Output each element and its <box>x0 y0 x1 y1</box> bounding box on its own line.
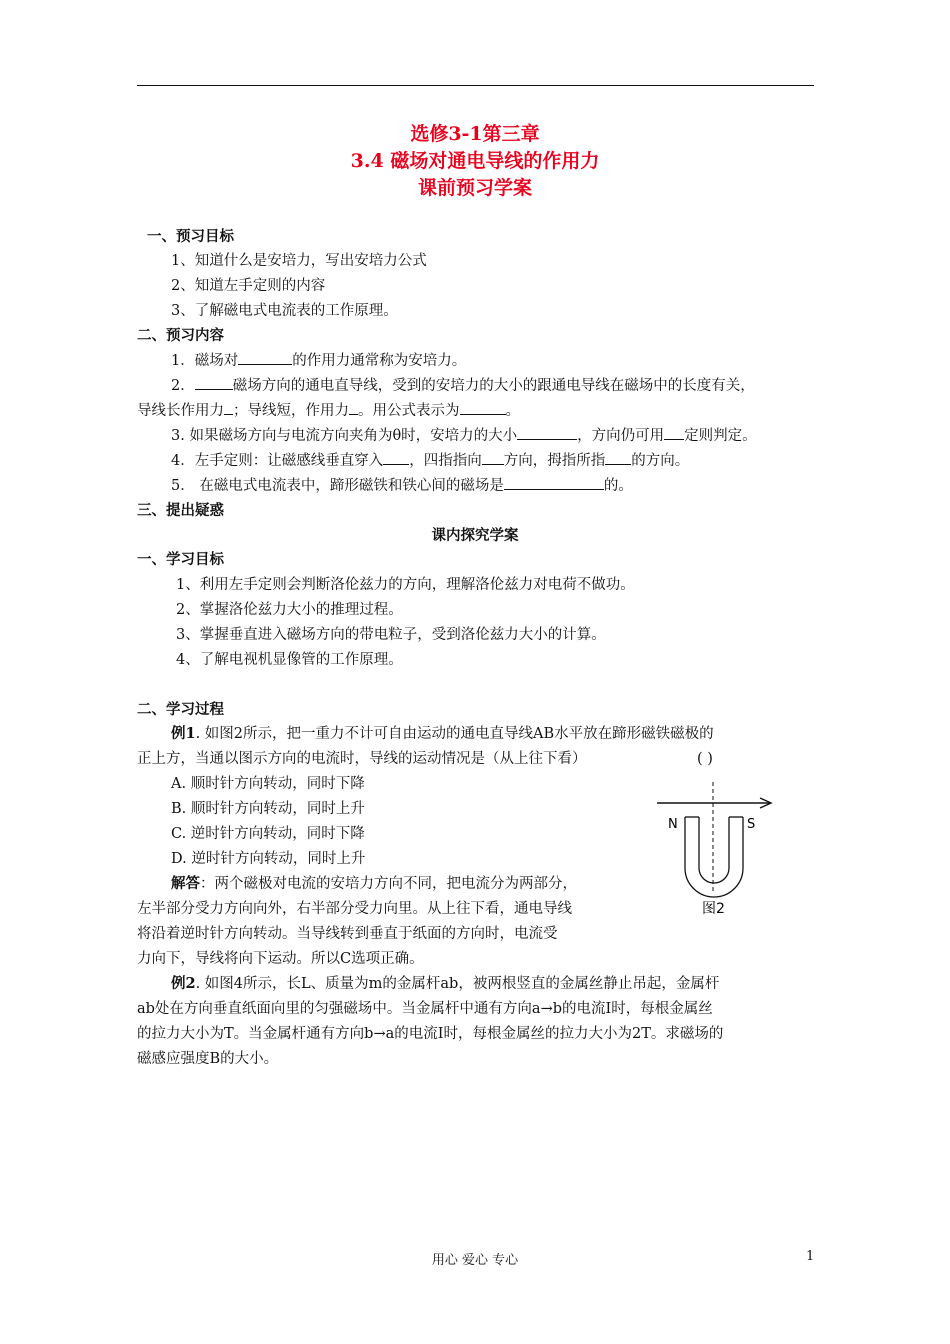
horseshoe-magnet-figure <box>652 780 782 920</box>
fill-blank[interactable] <box>224 400 233 415</box>
example-2-line: ab处在方向垂直纸面向里的匀强磁场中。当金属杆中通有方向a→b的电流I时，每根金属丝 <box>137 1001 713 1017</box>
section-heading: 三、提出疑惑 <box>137 502 224 519</box>
goal-item: 3、掌握垂直进入磁场方向的带电粒子，受到洛伦兹力大小的计算。 <box>176 627 606 643</box>
example-1-line: 正上方，当通以图示方向的电流时，导线的运动情况是（从上往下看） <box>137 751 587 767</box>
example-label: 例1 <box>171 725 196 742</box>
fill-blank[interactable] <box>482 450 504 465</box>
option-c[interactable]: C. 逆时针方向转动，同时下降 <box>171 826 365 842</box>
figure-caption: 图2 <box>702 901 725 917</box>
option-a[interactable]: A. 顺时针方向转动，同时下降 <box>171 776 365 792</box>
example-2-line: 例2. 如图4所示，长L、质量为m的金属杆ab，被两根竖直的金属丝静止吊起，金属杆 <box>171 975 720 992</box>
section-heading: 二、预习内容 <box>137 327 224 344</box>
answer-parens[interactable]: ( ) <box>697 751 713 767</box>
question-1: 1．磁场对 的作用力通常称为安培力。 <box>171 350 466 372</box>
doc-title-course: 选修3-1第三章 <box>410 123 540 145</box>
answer-line: 将沿着逆时针方向转动。当导线转到垂直于纸面的方向时，电流受 <box>137 926 558 942</box>
question-5: 5． 在磁电式电流表中，蹄形磁铁和铁心间的磁场是 的。 <box>171 475 633 497</box>
doc-title-topic: 3.4 磁场对通电导线的作用力 <box>350 150 600 172</box>
option-d[interactable]: D. 逆时针方向转动，同时上升 <box>171 851 366 867</box>
goal-item: 3、了解磁电式电流表的工作原理。 <box>171 303 398 319</box>
section-heading: 二、学习过程 <box>137 701 224 718</box>
magnet-inner <box>699 817 729 883</box>
example-1-line: 例1. 如图2所示，把一重力不计可自由运动的通电直导线AB水平放在蹄形磁铁磁极的 <box>171 725 714 742</box>
section-heading: 一、学习目标 <box>137 551 224 568</box>
option-b[interactable]: B. 顺时针方向转动，同时上升 <box>171 801 365 817</box>
footer-motto: 用心 爱心 专心 <box>431 1253 519 1268</box>
goal-item: 1、利用左手定则会判断洛伦兹力的方向，理解洛伦兹力对电荷不做功。 <box>176 577 635 593</box>
question-2: 2． 磁场方向的通电直导线，受到的安培力的大小的跟通电导线在磁场中的长度有关， <box>171 375 755 397</box>
answer-line: 力向下，导线将向下运动。所以C选项正确。 <box>137 951 424 967</box>
goal-item: 2、知道左手定则的内容 <box>171 278 326 294</box>
fill-blank[interactable] <box>605 450 631 465</box>
example-label: 例2 <box>171 975 196 992</box>
fill-blank[interactable] <box>664 425 684 440</box>
south-pole-label: S <box>747 817 756 832</box>
answer-line: 解答：两个磁极对电流的安培力方向不同，把电流分为两部分， <box>171 875 577 892</box>
example-2-line: 磁感应强度B的大小。 <box>137 1051 279 1067</box>
fill-blank[interactable] <box>504 475 604 490</box>
example-2-line: 的拉力大小为T。当金属杆通有方向b→a的电流I时，每根金属丝的拉力大小为2T。求磁场的 <box>137 1026 724 1042</box>
goal-item: 2、掌握洛伦兹力大小的推理过程。 <box>176 602 403 618</box>
page-number: 1 <box>806 1249 815 1264</box>
fill-blank[interactable] <box>517 425 577 440</box>
answer-label: 解答 <box>171 875 200 892</box>
doc-title-section: 课前预习学案 <box>417 177 532 199</box>
question-4: 4．左手定则：让磁感线垂直穿入 ，四指指向 方向，拇指所指 的方向。 <box>171 450 689 472</box>
question-2-cont: 导线长作用力 ；导线短，作用力 。用公式表示为 。 <box>137 400 520 422</box>
fill-blank[interactable] <box>195 375 233 390</box>
goal-item: 1、知道什么是安培力，写出安培力公式 <box>171 253 427 269</box>
goal-item: 4、了解电视机显像管的工作原理。 <box>176 652 403 668</box>
section-heading: 一、预习目标 <box>147 228 234 245</box>
fill-blank[interactable] <box>238 350 292 365</box>
magnet-outer <box>685 817 743 897</box>
header-rule <box>137 85 814 86</box>
fill-blank[interactable] <box>383 450 409 465</box>
answer-line: 左半部分受力方向向外，右半部分受力向里。从上往下看，通电导线 <box>137 901 572 917</box>
fill-blank[interactable] <box>460 400 506 415</box>
subsection-title: 课内探究学案 <box>431 527 519 544</box>
fill-blank[interactable] <box>349 400 358 415</box>
north-pole-label: N <box>668 817 678 832</box>
question-3: 3. 如果磁场方向与电流方向夹角为θ时，安培力的大小 ，方向仍可用 定则判定。 <box>171 425 757 447</box>
